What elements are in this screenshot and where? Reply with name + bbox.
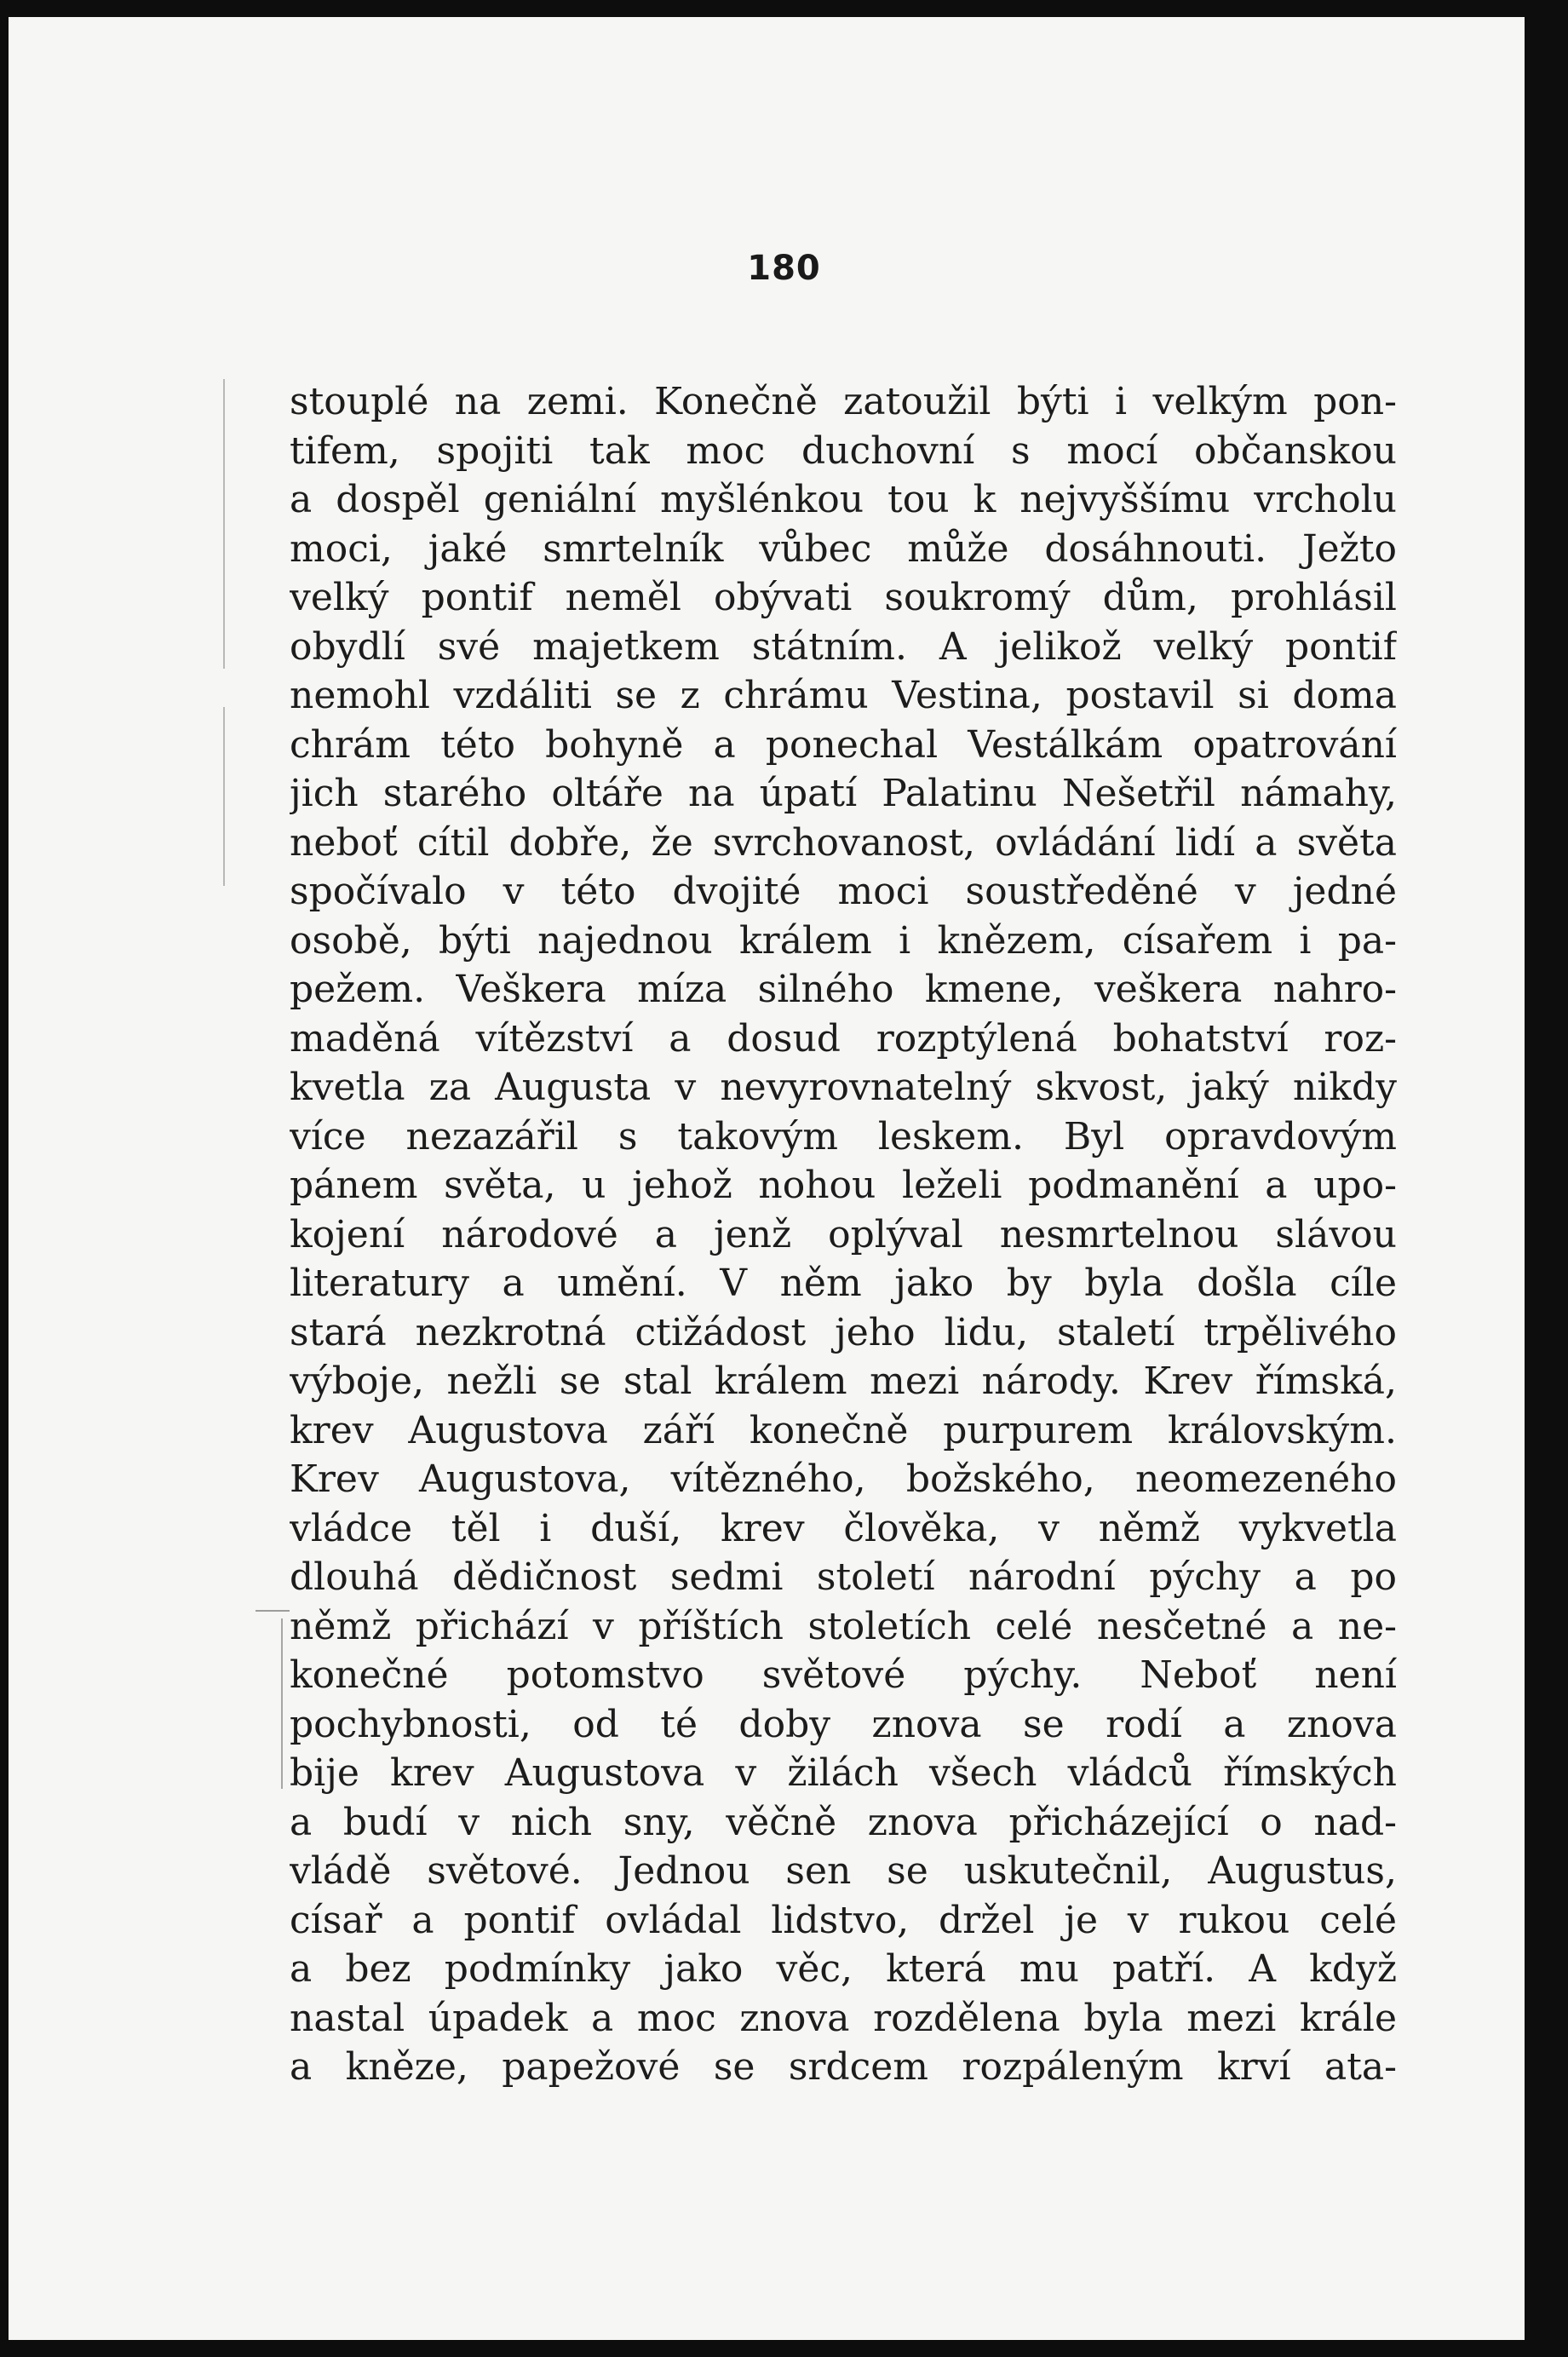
text-line: neboť cítil dobře, že svrchovanost, ovládání lidí a světa	[290, 820, 1397, 865]
text-line: velký pontif neměl obývati soukromý dům, prohlásil	[290, 576, 1397, 619]
text-line: nemohl vzdáliti se z chrámu Vestina, postavil si doma	[290, 674, 1397, 717]
text-line: více nezazářil s takovým leskem. Byl opravdovým	[290, 1114, 1397, 1158]
margin-pencil-mark	[223, 379, 225, 669]
page-number: 180	[747, 249, 821, 288]
text-line: nastal úpadek a moc znova rozdělena byla mezi krále	[290, 1996, 1397, 2040]
text-line: a kněze, papežové se srdcem rozpáleným krví ata-	[290, 2045, 1397, 2089]
text-line: konečné potomstvo světové pýchy. Neboť není	[290, 1653, 1397, 1697]
text-line: Krev Augustova, vítězného, božského, neomezeného	[290, 1457, 1397, 1501]
text-line: a bez podmínky jako věc, která mu patří. A když	[290, 1947, 1397, 1991]
text-line: vládě světové. Jednou sen se uskutečnil, Augustus,	[290, 1849, 1397, 1893]
text-line: kojení národové a jenž oplýval nesmrtelnou slávou	[290, 1212, 1397, 1256]
text-line: jich starého oltáře na úpatí Palatinu Nešetřil námahy,	[290, 772, 1397, 815]
text-line: kvetla za Augusta v nevyrovnatelný skvost, jaký nikdy	[290, 1066, 1397, 1109]
text-line: spočívalo v této dvojité moci soustředěné v jedné	[290, 870, 1397, 913]
text-line: pežem. Veškera míza silného kmene, veškera nahro-	[290, 968, 1397, 1011]
text-line: osobě, býti najednou králem i knězem, císařem i pa-	[290, 918, 1397, 963]
text-line: a dospěl geniální myšlénkou tou k nejvyššímu vrcholu	[290, 478, 1397, 521]
text-line: bije krev Augustova v žilách všech vládců římských	[290, 1751, 1397, 1795]
text-line: dlouhá dědičnost sedmi století národní pýchy a po	[290, 1555, 1397, 1599]
text-line: pánem světa, u jehož nohou leželi podmanění a upo-	[290, 1164, 1397, 1207]
text-line: stará nezkrotná ctižádost jeho lidu, staletí trpělivého	[290, 1310, 1397, 1354]
text-line: maděná vítězství a dosud rozptýlená bohatství roz-	[290, 1016, 1397, 1061]
text-line: tifem, spojiti tak moc duchovní s mocí občanskou	[290, 428, 1397, 473]
text-line: císař a pontif ovládal lidstvo, držel je v rukou celé	[290, 1898, 1397, 1942]
text-line: krev Augustova září konečně purpurem královským.	[290, 1408, 1397, 1452]
margin-pencil-mark	[223, 707, 225, 886]
page-edge-shadow	[1525, 0, 1568, 2357]
text-line: chrám této bohyně a ponechal Vestálkám opatrování	[290, 722, 1397, 767]
text-line: moci, jaké smrtelník vůbec může dosáhnouti. Ježto	[290, 526, 1397, 571]
margin-pencil-mark	[281, 1618, 283, 1789]
text-line: literatury a umění. V něm jako by byla došla cíle	[290, 1262, 1397, 1305]
text-line: vládce těl i duší, krev člověka, v němž vykvetla	[290, 1506, 1397, 1550]
text-line: stouplé na zemi. Konečně zatoužil býti i velkým pon-	[290, 380, 1397, 423]
margin-pencil-mark	[256, 1610, 290, 1612]
text-line: němž přichází v příštích stoletích celé nesčetné a ne-	[290, 1604, 1397, 1648]
text-line: pochybnosti, od té doby znova se rodí a znova	[290, 1702, 1397, 1746]
text-line: a budí v nich sny, věčně znova přicházející o nad-	[290, 1800, 1397, 1844]
body-text	[290, 377, 1397, 2092]
text-line: výboje, nežli se stal králem mezi národy. Krev římská,	[290, 1360, 1397, 1403]
text-line: obydlí své majetkem státním. A jelikož velký pontif	[290, 624, 1397, 669]
